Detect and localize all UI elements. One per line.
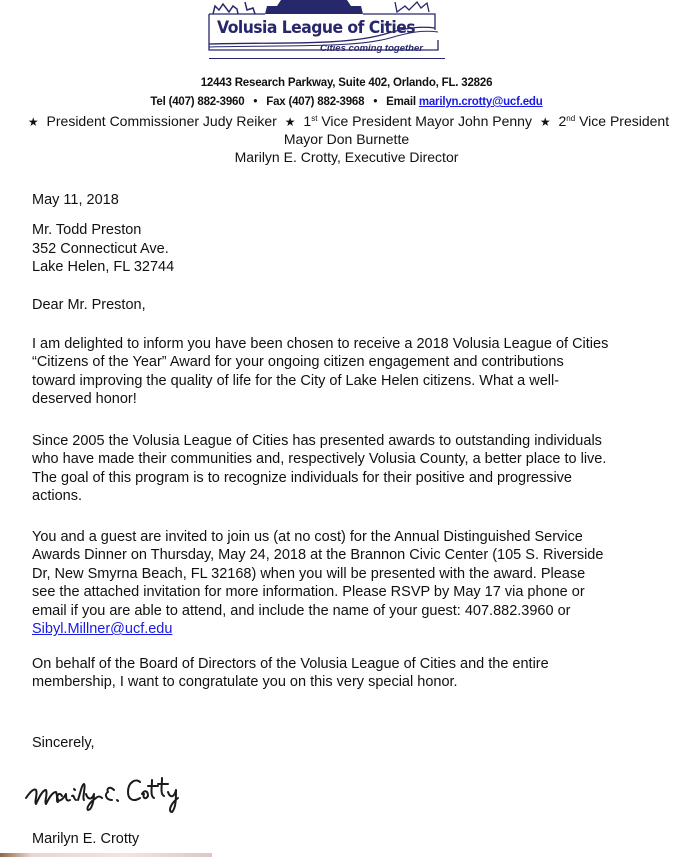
executive-director: Marilyn E. Crotty, Executive Director — [234, 149, 459, 165]
email-label: Email — [386, 96, 416, 108]
paragraph-line: Awards Dinner on Thursday, May 24, 2018 at the Brannon Civic Center (105 S. Riverside — [32, 547, 604, 564]
paragraph-line: deserved honor! — [32, 391, 137, 408]
recipient-city: Lake Helen, FL 32744 — [32, 259, 175, 275]
paragraph-line: toward improving the quality of life for the City of Lake Helen citizens. What a well- — [32, 372, 560, 389]
paragraph-line: see the attached invitation for more information. Please RSVP by May 17 via phone or — [32, 584, 585, 601]
paragraph-line: “Citizens of the Year” Award for your ongoing citizen engagement and contributions — [32, 354, 564, 371]
fax-label: Fax — [266, 96, 286, 108]
paragraph-line: Since 2005 the Volusia League of Cities has presented awards to outstanding individuals — [32, 433, 602, 449]
email-link[interactable]: marilyn.crotty@ucf.edu — [418, 96, 543, 108]
first-vp: Vice President Mayor John Penny — [321, 113, 532, 129]
president: President Commissioner Judy Reiker — [46, 113, 277, 129]
star-icon: ★ — [539, 115, 551, 129]
paragraph-program-history — [32, 432, 672, 506]
closing: Sincerely, — [32, 735, 95, 751]
paragraph-line: On behalf of the Board of Directors of the Volusia League of Cities and the entire — [32, 656, 549, 672]
signer-name: Marilyn E. Crotty — [32, 831, 140, 847]
paragraph-line: email if you are able to attend, and include the name of your guest: 407.882.3960 or — [32, 602, 571, 619]
paragraph-line: The goal of this program is to recognize individuals for their positive and progressive — [32, 469, 572, 486]
paragraph-line: You and a guest are invited to join us (at no cost) for the Annual Distinguished Service — [32, 529, 583, 545]
logo-title: Volusia League of Cities — [217, 18, 416, 38]
officers-line — [0, 112, 693, 131]
first-vp-suffix: st — [311, 114, 318, 123]
paragraph-line: I am delighted to inform you have been chosen to receive a 2018 Volusia League of Cities — [32, 336, 609, 352]
paragraph-line: membership, I want to congratulate you on this very special honor. — [32, 674, 458, 691]
handwritten-signature — [22, 770, 222, 815]
paragraph-congratulations — [32, 655, 672, 692]
paragraph-line: who have made their communities and, respectively Volusia County, a better place to live. — [32, 451, 607, 468]
paragraph-dinner-invitation — [32, 528, 672, 638]
letterhead-address: 12443 Research Parkway, Suite 402, Orlando, FL. 32826 — [200, 77, 493, 89]
bullet-icon: • — [373, 96, 378, 108]
letter-date: May 11, 2018 — [32, 192, 119, 208]
tel-number: (407) 882-3960 — [168, 96, 245, 108]
logo-tagline: Cities coming together — [320, 43, 423, 54]
rsvp-email-link[interactable]: Sibyl.Millner@ucf.edu — [32, 621, 173, 638]
second-vp-suffix: nd — [566, 114, 576, 123]
recipient-street: 352 Connecticut Ave. — [32, 241, 169, 257]
page-edge-strip — [0, 853, 212, 857]
star-icon: ★ — [284, 115, 296, 129]
tel-label: Tel — [150, 96, 166, 108]
organization-logo — [205, 0, 445, 60]
paragraph-line: actions. — [32, 488, 82, 505]
first-vp-ordinal: 1 — [303, 113, 312, 129]
letterhead-contact-line — [0, 96, 693, 108]
salutation: Dear Mr. Preston, — [32, 297, 146, 313]
fax-number: (407) 882-3968 — [288, 96, 365, 108]
second-vp-name: Mayor Don Burnette — [283, 131, 410, 147]
paragraph-line: Dr, New Smyrna Beach, FL 32168) when you will be presented with the award. Please — [32, 565, 586, 582]
bullet-icon: • — [253, 96, 258, 108]
recipient-name: Mr. Todd Preston — [32, 222, 142, 238]
star-icon: ★ — [27, 115, 39, 129]
paragraph-award-announcement — [32, 335, 672, 409]
second-vp-ordinal: 2 — [558, 113, 567, 129]
second-vp: Vice President — [579, 113, 670, 129]
